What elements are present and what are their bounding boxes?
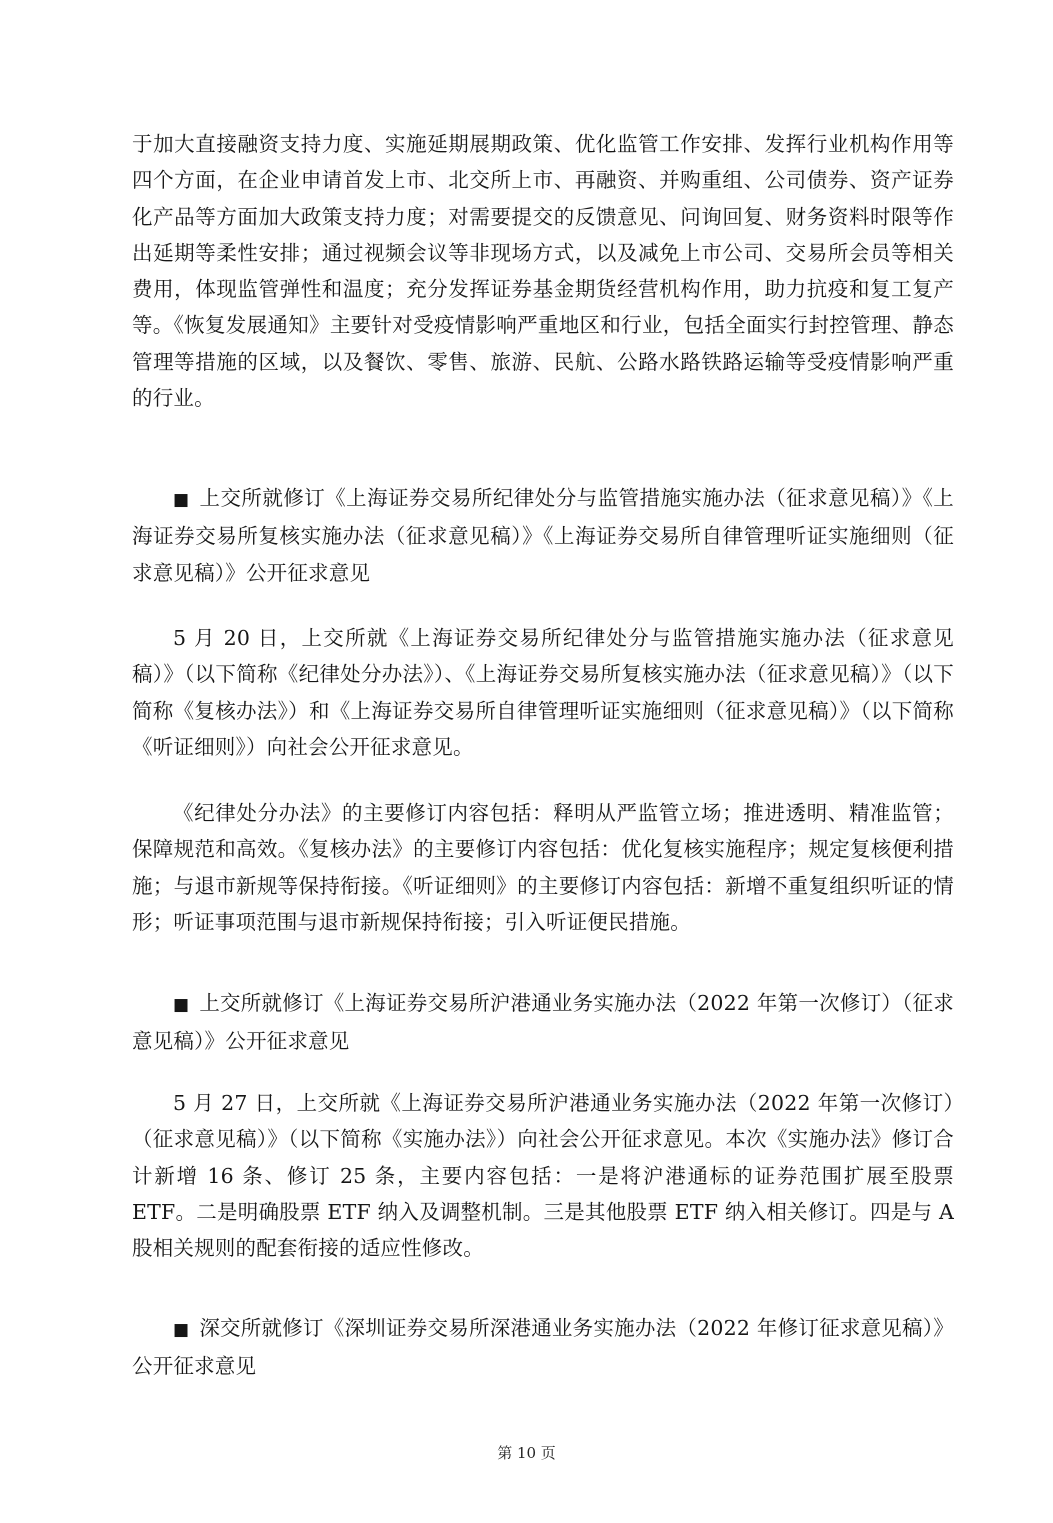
square-bullet-icon: ■ — [173, 490, 190, 510]
section-heading — [132, 985, 954, 1060]
section-heading — [132, 480, 954, 591]
section-heading-text: 深交所就修订《深圳证券交易所深港通业务实施办法（2022 年修订征求意见稿）》公开征求意见 — [132, 1316, 954, 1379]
square-bullet-icon: ■ — [173, 1320, 190, 1340]
page-number: 第 10 页 — [497, 1444, 556, 1462]
section-heading-text: 上交所就修订《上海证券交易所纪律处分与监管措施实施办法（征求意见稿）》《上海证券交易所复核实施办法（征求意见稿）》《上海证券交易所自律管理听证实施细则（征求意见稿）》公开征求意见 — [132, 486, 954, 585]
body-paragraph: 5 月 20 日，上交所就《上海证券交易所纪律处分与监管措施实施办法（征求意见稿）》（以下简称《纪律处分办法》）、《上海证券交易所复核实施办法（征求意见稿）》（以下简称《复核办法》）和《上海证券交易所自律管理听证实施细则（征求意见稿）》（以下简称《听证细则》）向社会公开征求意见。 — [132, 626, 954, 759]
body-paragraph: 《纪律处分办法》的主要修订内容包括：释明从严监管立场；推进透明、精准监管；保障规范和高效。《复核办法》的主要修订内容包括：优化复核实施程序；规定复核便利措施；与退市新规等保持衔接。《听证细则》的主要修订内容包括：新增不重复组织听证的情形；听证事项范围与退市新规保持衔接；引入听证便民措施。 — [132, 801, 954, 934]
section-heading — [132, 1310, 954, 1385]
body-paragraph: 于加大直接融资支持力度、实施延期展期政策、优化监管工作安排、发挥行业机构作用等四个方面，在企业申请首发上市、北交所上市、再融资、并购重组、公司债券、资产证券化产品等方面加大政策支持力度；对需要提交的反馈意见、问询回复、财务资料时限等作出延期等柔性安排；通过视频会议等非现场方式，以及减免上市公司、交易所会员等相关费用，体现监管弹性和温度；充分发挥证券基金期货经营机构作用，助力抗疫和复工复产等。《恢复发展通知》主要针对受疫情影响严重地区和行业，包括全面实行封控管理、静态管理等措施的区域，以及餐饮、零售、旅游、民航、公路水路铁路运输等受疫情影响严重的行业。 — [132, 132, 954, 411]
square-bullet-icon: ■ — [173, 995, 190, 1015]
section-heading-text: 上交所就修订《上海证券交易所沪港通业务实施办法（2022 年第一次修订）（征求意见稿）》公开征求意见 — [132, 991, 954, 1054]
body-paragraph: 5 月 27 日，上交所就《上海证券交易所沪港通业务实施办法（2022 年第一次修订）（征求意见稿）》（以下简称《实施办法》）向社会公开征求意见。本次《实施办法》修订合计新增 16 条、修订 25 条，主要内容包括：一是将沪港通标的证券范围扩展至股票 ETF。二是明确股票 ETF 纳入及调整机制。三是其他股票 ETF 纳入相关修订。四是与 A 股相关规则的配套衔接的适应性修改。 — [132, 1091, 954, 1261]
